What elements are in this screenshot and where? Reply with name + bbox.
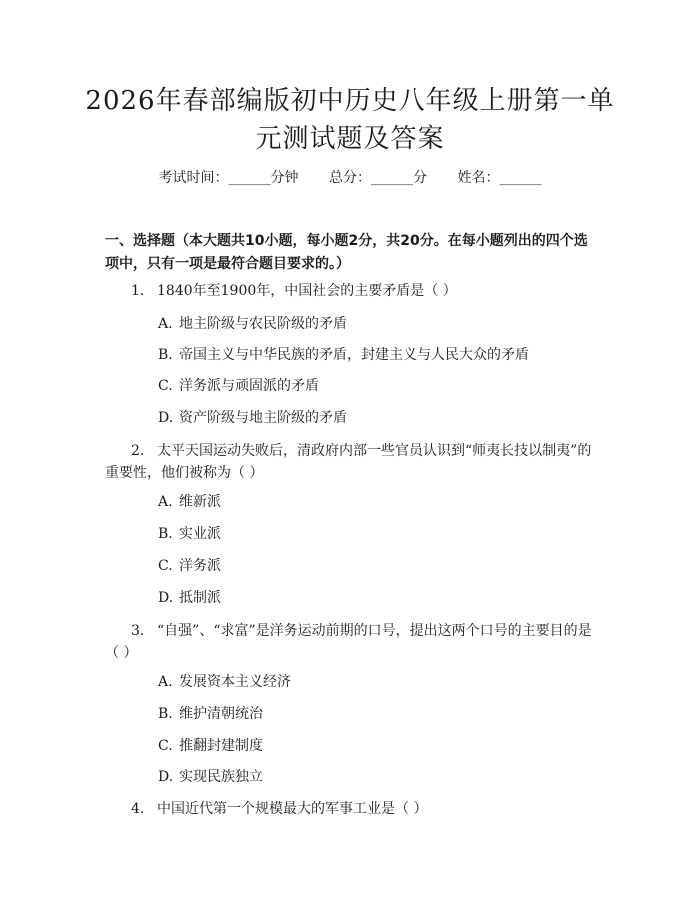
option-letter: D.: [158, 769, 174, 785]
question-text: 中国近代第一个规模最大的军事工业是（ ）: [157, 801, 428, 817]
document-title-line-1: 2026年春部编版初中历史八年级上册第一单: [85, 86, 615, 116]
question-4: [105, 798, 597, 820]
option-text: 实现民族独立: [179, 769, 263, 785]
question-3-option-c: [158, 736, 263, 756]
question-text: 1840年至1900年，中国社会的主要矛盾是（ ）: [157, 283, 457, 299]
question-2: [105, 440, 597, 484]
total-score-field: 总分：______分: [329, 170, 427, 186]
option-text: 资产阶级与地主阶级的矛盾: [179, 410, 347, 426]
option-letter: D.: [158, 410, 174, 426]
question-2-option-a: [158, 492, 221, 512]
option-letter: A.: [158, 494, 173, 510]
option-letter: C.: [158, 738, 173, 754]
option-letter: A.: [158, 316, 173, 332]
question-text: 太平天国运动失败后，清政府内部一些官员认识到“师夷长技以制夷”的重要性，他们被称为（ ）: [105, 443, 592, 481]
question-2-option-b: [158, 524, 221, 544]
question-3-option-d: [158, 767, 263, 787]
option-letter: A.: [158, 674, 173, 690]
option-text: 维新派: [179, 494, 221, 510]
exam-meta-row: [0, 168, 700, 188]
question-text: “自强”、“求富”是洋务运动前期的口号，提出这两个口号的主要目的是（ ）: [105, 623, 592, 661]
option-text: 维护清朝统治: [179, 706, 263, 722]
question-number: 4.: [131, 801, 145, 817]
option-text: 推翻封建制度: [179, 738, 263, 754]
section-heading: 一、选择题（本大题共10小题，每小题2分，共20分。在每小题列出的四个选项中，只有一项是最符合题目要求的。）: [105, 233, 588, 272]
question-number: 3.: [131, 623, 145, 639]
option-text: 洋务派: [179, 558, 221, 574]
option-letter: B.: [158, 526, 173, 542]
option-text: 洋务派与顽固派的矛盾: [179, 378, 319, 394]
question-3-option-b: [158, 704, 263, 724]
option-text: 抵制派: [179, 590, 221, 606]
question-1-option-c: [158, 376, 319, 396]
question-number: 2.: [131, 443, 145, 459]
option-text: 地主阶级与农民阶级的矛盾: [179, 316, 347, 332]
option-letter: B.: [158, 706, 173, 722]
option-letter: C.: [158, 558, 173, 574]
option-text: 帝国主义与中华民族的矛盾，封建主义与人民大众的矛盾: [179, 347, 529, 363]
option-text: 实业派: [179, 526, 221, 542]
exam-time-field: 考试时间：______分钟: [158, 170, 299, 186]
question-1-option-a: [158, 314, 347, 334]
document-title-line-2: 元测试题及答案: [255, 124, 445, 154]
option-letter: B.: [158, 347, 173, 363]
option-text: 发展资本主义经济: [179, 674, 291, 690]
question-3-option-a: [158, 672, 291, 692]
question-3: [105, 620, 597, 664]
question-number: 1.: [131, 283, 145, 299]
student-name-field: 姓名：______: [457, 170, 542, 186]
question-1-option-b: [158, 345, 529, 365]
question-2-option-d: [158, 588, 221, 608]
question-1: [105, 280, 597, 302]
question-1-option-d: [158, 408, 347, 428]
option-letter: C.: [158, 378, 173, 394]
question-2-option-c: [158, 556, 221, 576]
option-letter: D.: [158, 590, 174, 606]
